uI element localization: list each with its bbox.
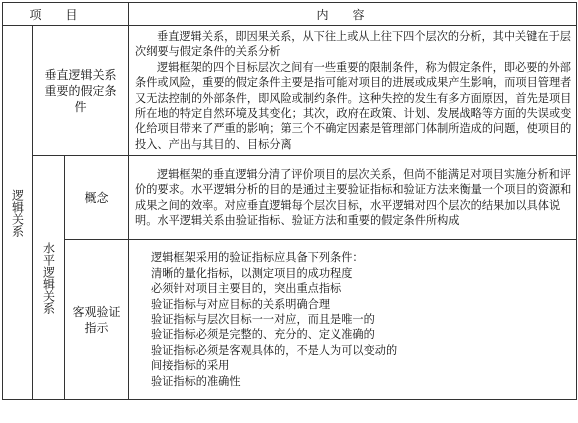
horizontal-label-cell [33,156,65,400]
objective-line: 间接指标的采用 [151,359,230,373]
vertical-row [3,26,577,156]
objective-line: 必须针对项目主要目的，突出重点指标 [151,282,342,296]
objective-line: 清晰的量化指标，以测定项目的成功程度 [151,266,353,280]
vertical-content-para2: 逻辑框架的四个目标层次之间有一些重要的限制条件，称为假定条件，即必要的外部条件或风险，重要的假定条件主要是指可能对项目的进展或成果产生影响，而项目管理者又无法控制的外部条件，即风险或制约条件。这种失控的发生有多方面原因，首先是项目所在地的特定自然环境及其变化；其次，政府在政策、计划、发展战略等方面的失误或变化给项目带来了严重的影响；第三个不确定因素是管理部门体制所造成的问题，使项目的投入、产出与其目的、目标分离 [135,60,572,151]
objective-label: 客观验证指示 [65,240,129,400]
concept-label: 概念 [65,156,129,240]
concept-content: 逻辑框架的垂直逻辑分清了评价项目的层次关系，但尚不能满足对项目实施分析和评价的要求。水平逻辑分析的目的是通过主要验证指标和验证方法来衡量一个项目的资源和成果之间的效率。对应垂直逻辑每个层次目标，水平逻辑对四个层次的结果加以具体说明。水平逻辑关系由验证指标、验证方法和重要的假定条件所构成 [135,167,572,228]
objective-line: 验证指标与对应目标的关系明确合理 [151,297,331,311]
vertical-content-para1: 垂直逻辑关系，即因果关系，从下往上或从上往下四个层次的分析，其中关键在于层次纲要与假定条件的关系分析 [135,30,571,59]
header-row [3,3,577,26]
group-label-cell [3,26,33,400]
objective-line: 验证指标的准确性 [151,374,241,388]
objective-line: 逻辑框架采用的验证指标应具备下列条件： [151,251,364,265]
group-label: 逻辑关系 [10,188,25,237]
objective-line: 验证指标必须是完整的、充分的、定义准确的 [151,328,375,342]
concept-content-cell [129,156,577,240]
logic-framework-table [2,2,577,400]
vertical-content-cell [129,26,577,156]
horizontal-label: 水平逻辑关系 [41,241,56,314]
concept-row [3,156,577,240]
objective-content-cell [129,240,577,400]
document-table-wrapper [0,2,578,423]
header-item: 项目 [3,3,129,26]
header-content: 内容 [129,3,577,26]
objective-line: 验证指标必须是客观具体的，不是人为可以变动的 [151,343,398,357]
objective-row [3,240,577,400]
objective-line: 验证指标与层次目标一一对应，而且是唯一的 [151,313,375,327]
vertical-label: 垂直逻辑关系重要的假定条件 [33,26,129,156]
